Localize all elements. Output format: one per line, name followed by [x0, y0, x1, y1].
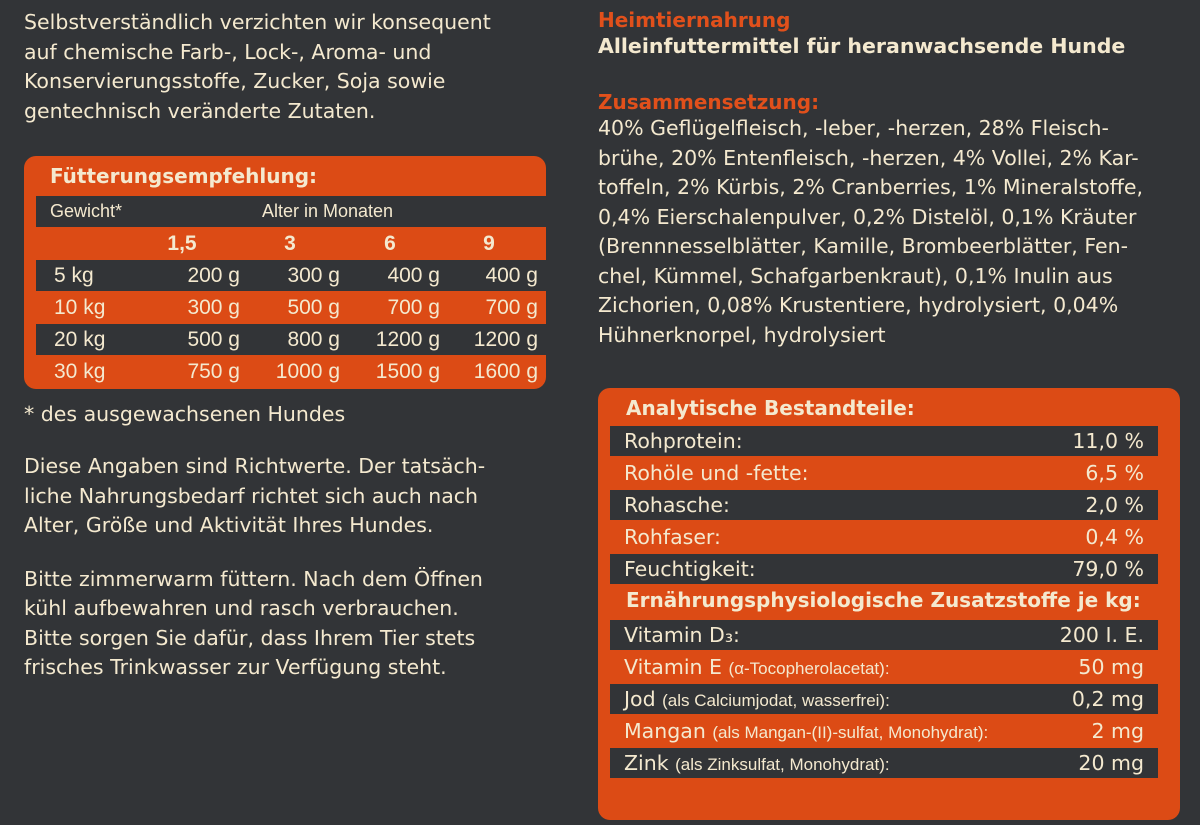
analysis-value: 0,4 %: [1085, 525, 1144, 549]
additive-row: [610, 748, 1158, 778]
care-text: Bitte zimmerwarm füttern. Nach dem Öffnen kühl aufbewahren und rasch verbrauchen. Bitte sorgen Sie dafür, dass Ihrem Tier stets frisches Trinkwasser zur Verfügung steht.: [24, 566, 483, 679]
amount-cell: 1500 g: [375, 359, 440, 383]
analysis-row: [610, 458, 1158, 488]
amount-cell: 750 g: [187, 359, 240, 383]
left-column: [24, 8, 564, 126]
additive-label: Vitamin D₃:: [624, 623, 740, 647]
additive-row: [610, 716, 1158, 746]
amount-cell: 500 g: [187, 327, 240, 351]
amount-cell: 1200 g: [473, 327, 538, 351]
month-cell: 3: [284, 231, 296, 255]
category-heading: Heimtiernahrung: [598, 8, 791, 32]
weight-header: Gewicht*: [50, 201, 123, 221]
amount-cell: 1000 g: [275, 359, 340, 383]
amount-cell: 700 g: [387, 295, 440, 319]
feeding-header-row: [36, 196, 551, 227]
analysis-label: Rohöle und -fette:: [624, 461, 809, 485]
weight-cell: 30 kg: [54, 359, 106, 383]
analysis-value: 2,0 %: [1085, 493, 1144, 517]
additive-detail: (als Calciumjodat, wasserfrei):: [662, 691, 890, 710]
months-row: [36, 228, 551, 259]
product-type: Alleinfuttermittel für heranwachsende Hunde: [598, 34, 1126, 58]
left-notes: [24, 452, 554, 683]
guideline-text: Diese Angaben sind Richtwerte. Der tatsäch- liche Nahrungsbedarf richtet sich auch nach Alter, Größe und Aktivität Ihres Hundes.: [24, 454, 486, 537]
amount-cell: 200 g: [187, 263, 240, 287]
feeding-recommendation-box: [24, 156, 546, 389]
amount-cell: 300 g: [287, 263, 340, 287]
analysis-row: [610, 426, 1158, 456]
analysis-value: 79,0 %: [1072, 557, 1144, 581]
feeding-title: Fütterungsempfehlung:: [50, 164, 318, 188]
additive-label: Jod: [624, 687, 656, 711]
amount-cell: 700 g: [485, 295, 538, 319]
table-row: [36, 260, 551, 291]
additive-detail: (α-Tocopherolacetat):: [728, 659, 890, 678]
amount-cell: 400 g: [387, 263, 440, 287]
weight-cell: 5 kg: [54, 263, 94, 287]
footnote: * des ausgewachsenen Hundes: [24, 402, 346, 426]
additive-label: Zink: [624, 751, 669, 775]
analysis-label: Feuchtigkeit:: [624, 557, 756, 581]
amount-cell: 1200 g: [375, 327, 440, 351]
table-row: [36, 356, 551, 387]
additive-detail: (als Zinksulfat, Monohydrat):: [675, 755, 890, 774]
additive-value: 20 mg: [1078, 751, 1144, 775]
additive-row: [610, 652, 1158, 682]
analysis-row: [610, 554, 1158, 584]
composition-text: 40% Geflügelfleisch, -leber, -herzen, 28% Fleisch- brühe, 20% Entenfleisch, -herzen, 4% Vollei, 2% Kar- toffeln, 2% Kürbis, 2% Cranberries, 1% Mineralstoffe, 0,4% Eierschalenpulver, 0,2% Distelöl, 0,1% Kräuter (Brennnesselblätter, Kamille, Brombeerblätter, Fen- chel, Kümmel, Schafgarbenkraut), 0,1% Inulin aus Zichorien, 0,08% Krustentiere, hydrolysiert, 0,04% Hühnerknorpel, hydrolysiert: [598, 116, 1144, 347]
weight-cell: 20 kg: [54, 327, 106, 351]
additive-detail: (als Mangan-(II)-sulfat, Monohydrat):: [712, 723, 989, 742]
table-row: [36, 292, 551, 323]
additive-label: Mangan: [624, 719, 706, 743]
month-cell: 6: [384, 231, 396, 255]
analysis-value: 11,0 %: [1072, 429, 1144, 453]
table-row: [36, 324, 551, 355]
month-cell: 9: [483, 231, 495, 255]
analysis-row: [610, 522, 1158, 552]
amount-cell: 400 g: [485, 263, 538, 287]
analysis-label: Rohfaser:: [624, 525, 721, 549]
amount-cell: 300 g: [187, 295, 240, 319]
analysis-box: [598, 388, 1180, 820]
amount-cell: 500 g: [287, 295, 340, 319]
additive-row: [610, 620, 1158, 650]
month-cell: 1,5: [167, 231, 197, 255]
weight-cell: 10 kg: [54, 295, 106, 319]
analysis-label: Rohprotein:: [624, 429, 743, 453]
additives-title: Ernährungsphysiologische Zusatzstoffe je kg:: [626, 588, 1141, 612]
analysis-row: [610, 490, 1158, 520]
additive-value: 0,2 mg: [1071, 687, 1144, 711]
composition-heading: Zusammensetzung:: [598, 90, 820, 114]
additive-value: 2 mg: [1091, 719, 1144, 743]
additive-value: 50 mg: [1078, 655, 1144, 679]
right-column: [598, 8, 1178, 350]
age-header: Alter in Monaten: [262, 201, 394, 221]
analysis-label: Rohasche:: [624, 493, 730, 517]
additive-label: Vitamin E: [624, 655, 722, 679]
amount-cell: 1600 g: [473, 359, 538, 383]
additive-row: [610, 684, 1158, 714]
amount-cell: 800 g: [287, 327, 340, 351]
analysis-value: 6,5 %: [1085, 461, 1144, 485]
analysis-title: Analytische Bestandteile:: [626, 396, 915, 420]
intro-text: Selbstverständlich verzichten wir konsequent auf chemische Farb-, Lock-, Aroma- und Konservierungsstoffe, Zucker, Soja sowie gentechnisch veränderte Zutaten.: [24, 10, 491, 123]
additive-value: 200 I. E.: [1059, 623, 1144, 647]
